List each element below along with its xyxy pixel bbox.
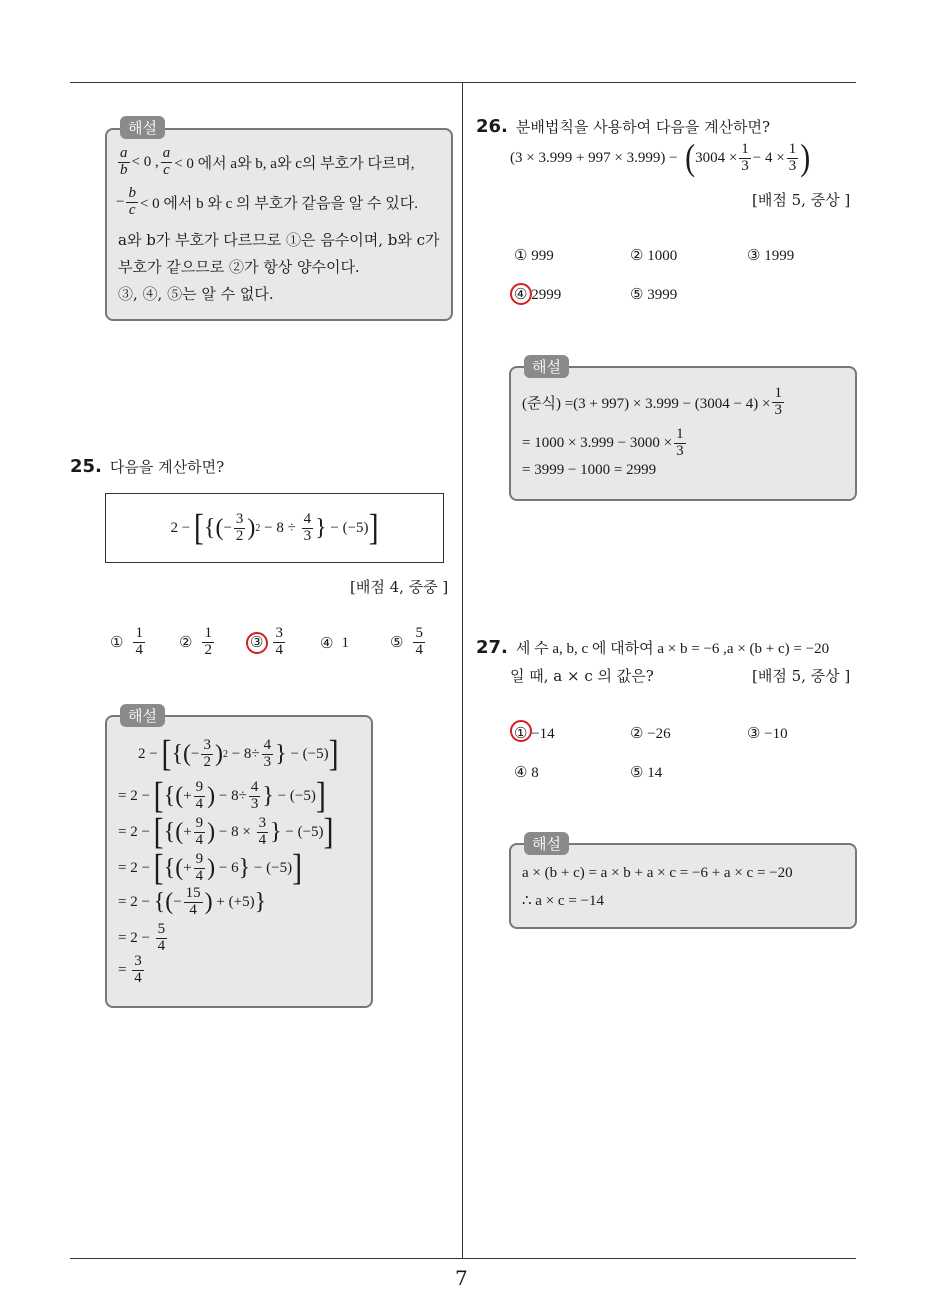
question-text: 세 수 a, b, c 에 대하여 a × b = −6 ,a × (b + c) = −20 — [515, 641, 830, 657]
q26-choice-5[interactable]: ⑤ 3999 — [630, 287, 678, 303]
solution-tag: 해설 — [120, 704, 165, 727]
q25-choice-5[interactable]: ⑤ $\frac{5}{4}$ — [390, 625, 423, 658]
solution-box-27 — [509, 843, 857, 929]
question-25-header — [70, 456, 224, 477]
sol25-step2: = 2 − [ { ( + $\frac{9}{4}$ ) − 8÷ $\frac{4}{3}$ } − (−5) ] — [118, 775, 326, 817]
sol24-line2: − $\frac{b}{c}$ < 0 에서 b 와 c 의 부호가 같음을 알 수 있다. — [116, 185, 418, 218]
sol24-line5: ③, ④, ⑤는 알 수 없다. — [118, 285, 274, 303]
sol27-line1: a × (b + c) = a × b + a × c = −6 + a × c = −20 — [522, 865, 793, 881]
q27-choice-2[interactable]: ② −26 — [630, 726, 671, 742]
q25-grade: [배점 4, 중중 ] — [350, 578, 449, 596]
q27-grade: [배점 5, 중상 ] — [752, 667, 851, 685]
sol24-line3: a와 b가 부호가 다르므로 ①은 음수이며, b와 c가 — [118, 231, 440, 249]
question-26-header — [476, 116, 770, 137]
page-number: 7 — [455, 1266, 468, 1290]
q25-choice-4[interactable]: ④ 1 — [320, 635, 349, 652]
sol25-step3: = 2 − [ { ( + $\frac{9}{4}$ ) − 8 × $\frac{3}{4}$ } − (−5) ] — [118, 811, 334, 853]
q27-choice-3[interactable]: ③ −10 — [747, 726, 788, 742]
q26-choice-4[interactable]: ④ 2999 — [514, 287, 562, 303]
answer-circle-mark — [246, 632, 268, 654]
q27-choice-4[interactable]: ④ 8 — [514, 765, 539, 781]
sol25-step1: 2 − [ { ( − $\frac{3}{2}$ ) 2 − 8÷ $\frac{4}{3}$ } − (−5) ] — [138, 733, 339, 775]
question-text: 다음을 계산하면? — [109, 458, 225, 476]
question-text: 분배법칙을 사용하여 다음을 계산하면? — [515, 118, 771, 136]
sol24-line1: $\frac{a}{b}$ < 0 , $\frac{a}{c}$ < 0 에서 a와 b, a와 c의 부호가 다르며, — [120, 145, 415, 178]
sol26-line1: (준식) =(3 + 997) × 3.999 − (3004 − 4) × $\frac{1}{3}$ — [522, 385, 782, 418]
top-rule — [70, 82, 856, 83]
q25-expression-box: 2 − [ { ( − $\frac{3}{2}$ ) 2 − 8 ÷ $\frac{4}{3}$ } − (−5) ] — [105, 493, 444, 563]
column-divider — [462, 82, 463, 1258]
sol25-step7: = $\frac{3}{4}$ — [118, 953, 142, 986]
sol26-line3: = 3999 − 1000 = 2999 — [522, 462, 657, 478]
sol24-line4: 부호가 같으므로 ②가 항상 양수이다. — [118, 258, 360, 276]
sol27-line2: ∴ a × c = −14 — [522, 893, 604, 909]
q27-choice-1[interactable]: ① −14 — [514, 726, 555, 742]
answer-circle-mark — [510, 720, 532, 742]
bottom-rule — [70, 1258, 856, 1259]
question-number: 26. — [476, 116, 508, 137]
sol25-step4: = 2 − [ { ( + $\frac{9}{4}$ ) − 6 } − (−5) ] — [118, 847, 303, 889]
solution-tag: 해설 — [524, 355, 569, 378]
q25-choice-3[interactable]: ③ $\frac{3}{4}$ — [250, 625, 283, 658]
question-number: 27. — [476, 637, 508, 658]
sol25-step6: = 2 − $\frac{5}{4}$ — [118, 921, 166, 954]
q26-expression: (3 × 3.999 + 997 × 3.999) − ( 3004 × $\frac{1}{3}$ − 4 × $\frac{1}{3}$ ) — [510, 137, 811, 179]
q26-choice-1[interactable]: ① 999 — [514, 248, 554, 264]
answer-circle-mark — [510, 283, 532, 305]
question-text-line2: 일 때, a × c 의 값은? — [510, 667, 654, 685]
question-27-header — [476, 637, 829, 658]
q26-grade: [배점 5, 중상 ] — [752, 191, 851, 209]
question-number: 25. — [70, 456, 102, 477]
q27-choice-5[interactable]: ⑤ 14 — [630, 765, 663, 781]
q26-choice-3[interactable]: ③ 1999 — [747, 248, 795, 264]
q25-choice-1[interactable]: ① $\frac{1}{4}$ — [110, 625, 143, 658]
sol26-line2: = 1000 × 3.999 − 3000 × $\frac{1}{3}$ — [522, 426, 684, 459]
solution-tag: 해설 — [120, 116, 165, 139]
q25-choice-2[interactable]: ② $\frac{1}{2}$ — [179, 625, 212, 658]
solution-tag: 해설 — [524, 832, 569, 855]
q26-choice-2[interactable]: ② 1000 — [630, 248, 678, 264]
sol25-step5: = 2 − { ( − $\frac{15}{4}$ ) + (+5) } — [118, 885, 267, 918]
